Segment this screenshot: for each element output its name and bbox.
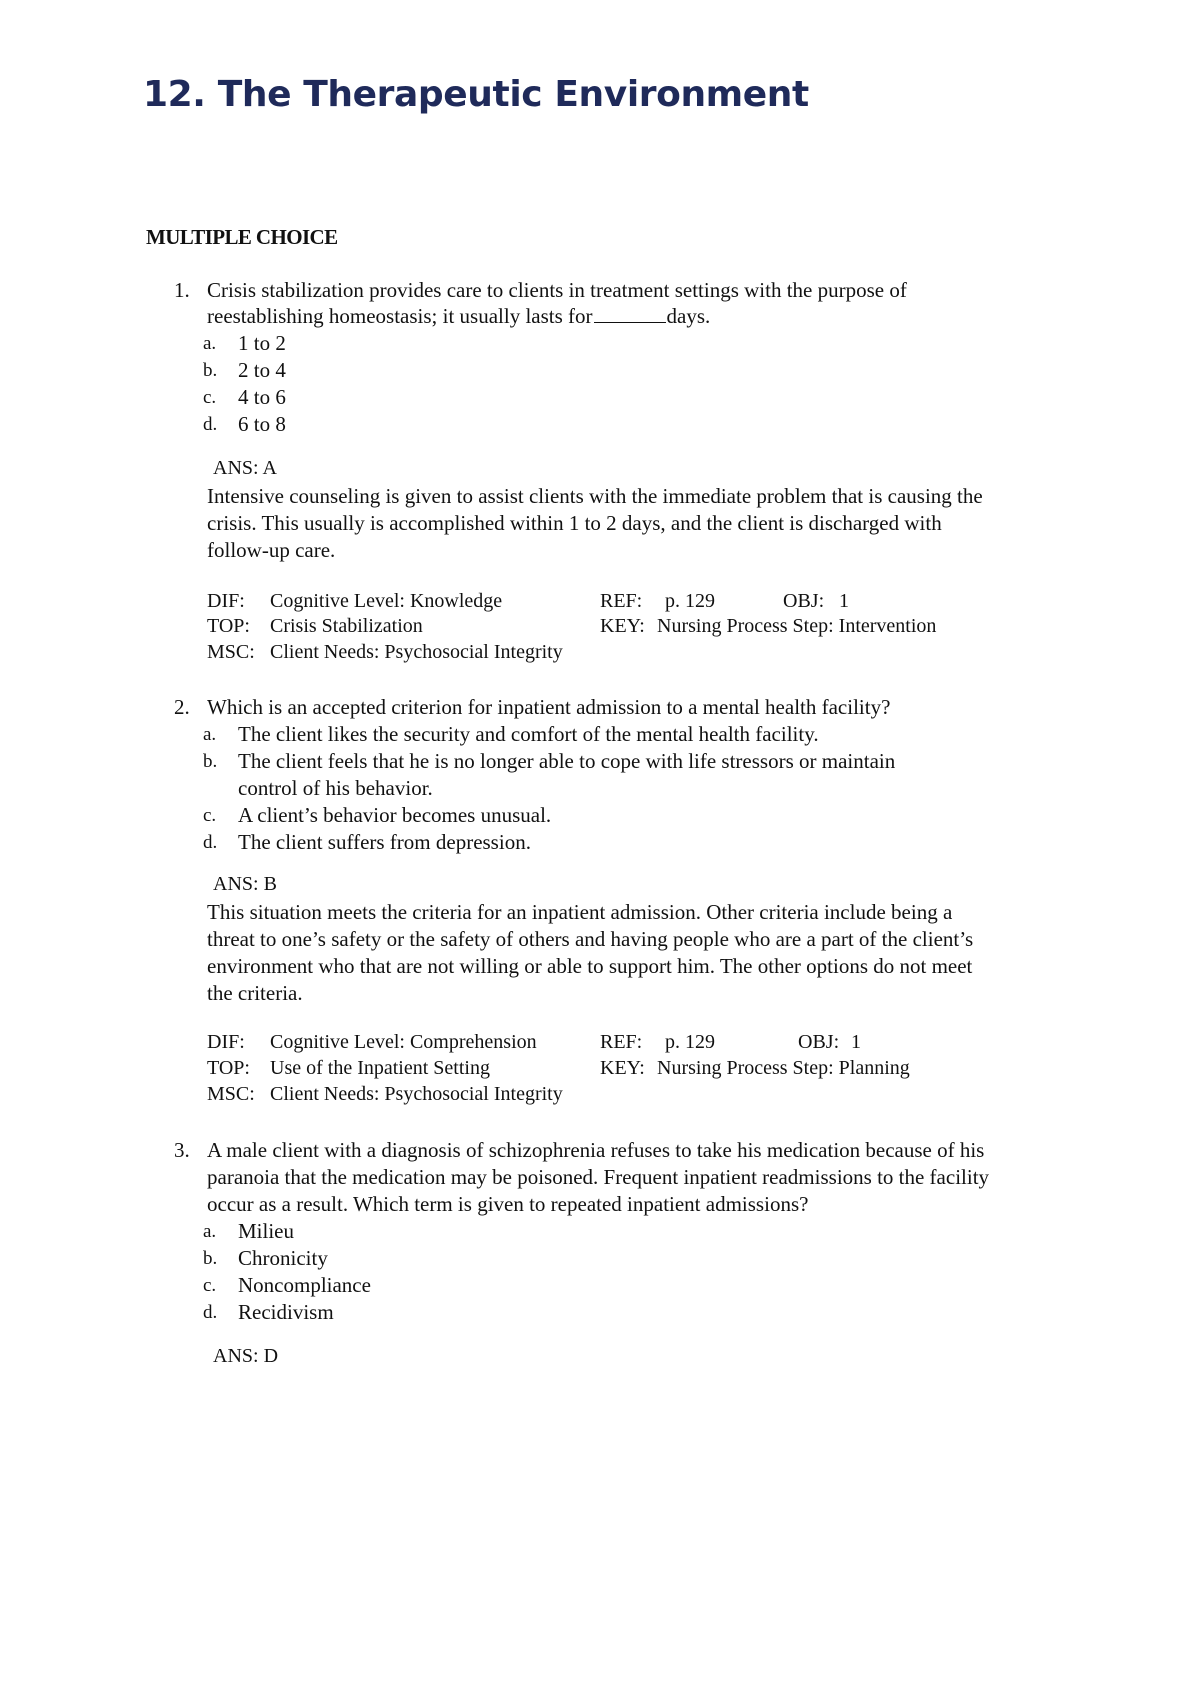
top-value: Crisis Stabilization xyxy=(270,615,423,637)
option-letter: a. xyxy=(203,724,217,745)
rationale-line: the criteria. xyxy=(207,981,303,1005)
dif-label: DIF: xyxy=(207,590,245,612)
option-text: 6 to 8 xyxy=(238,412,286,436)
option-letter: c. xyxy=(203,805,217,826)
top-label: TOP: xyxy=(207,1057,250,1079)
section-heading: MULTIPLE CHOICE xyxy=(146,225,338,249)
question-stem-line: A male client with a diagnosis of schizophrenia refuses to take his medication because of his xyxy=(207,1138,985,1162)
rationale-line: crisis. This usually is accomplished within 1 to 2 days, and the client is discharged with xyxy=(207,511,942,535)
answer-key: ANS: A xyxy=(213,457,277,479)
obj-label: OBJ: xyxy=(798,1031,840,1053)
option-letter: b. xyxy=(203,360,218,381)
top-value: Use of the Inpatient Setting xyxy=(270,1057,490,1079)
dif-value: Cognitive Level: Knowledge xyxy=(270,590,503,612)
msc-value: Client Needs: Psychosocial Integrity xyxy=(270,641,563,663)
answer-key: ANS: D xyxy=(213,1345,279,1367)
option-letter: c. xyxy=(203,387,217,408)
answer-key: ANS: B xyxy=(213,873,277,895)
obj-value: 1 xyxy=(851,1031,861,1053)
ref-label: REF: xyxy=(600,1031,643,1053)
ref-value: p. 129 xyxy=(665,1031,715,1053)
rationale-line: environment who that are not willing or able to support him. The other options do not meet xyxy=(207,954,973,978)
option-letter: d. xyxy=(203,1302,218,1323)
question-stem-line: occur as a result. Which term is given to repeated inpatient admissions? xyxy=(207,1192,809,1216)
key-label: KEY: xyxy=(600,1057,645,1079)
question-number: 2. xyxy=(174,695,190,719)
key-label: KEY: xyxy=(600,615,645,637)
chapter-title: 12. The Therapeutic Environment xyxy=(143,74,809,115)
question-stem-line: paranoia that the medication may be poisoned. Frequent inpatient readmissions to the facility xyxy=(207,1165,990,1189)
option-text: The client suffers from depression. xyxy=(238,830,531,854)
option-letter: b. xyxy=(203,1248,218,1269)
option-text: 2 to 4 xyxy=(238,358,286,382)
msc-label: MSC: xyxy=(207,641,255,663)
option-text: Noncompliance xyxy=(238,1273,371,1297)
key-value: Nursing Process Step: Planning xyxy=(657,1057,910,1079)
option-letter: a. xyxy=(203,1221,217,1242)
answer-blank xyxy=(594,321,666,323)
question-stem-line: reestablishing homeostasis; it usually lasts for days. xyxy=(207,304,711,328)
question-number: 3. xyxy=(174,1138,190,1162)
option-letter: d. xyxy=(203,832,218,853)
option-text: 1 to 2 xyxy=(238,331,286,355)
dif-value: Cognitive Level: Comprehension xyxy=(270,1031,537,1053)
dif-label: DIF: xyxy=(207,1031,245,1053)
rationale-line: This situation meets the criteria for an inpatient admission. Other criteria include being a xyxy=(207,900,953,924)
msc-label: MSC: xyxy=(207,1083,255,1105)
option-text: The client feels that he is no longer able to cope with life stressors or maintain xyxy=(238,749,896,773)
question-number: 1. xyxy=(174,278,190,302)
ref-label: REF: xyxy=(600,590,643,612)
rationale-line: threat to one’s safety or the safety of others and having people who are a part of the client’s xyxy=(207,927,974,951)
option-letter: c. xyxy=(203,1275,217,1296)
top-label: TOP: xyxy=(207,615,250,637)
option-text-continued: control of his behavior. xyxy=(238,776,433,800)
rationale-line: Intensive counseling is given to assist clients with the immediate problem that is causing the xyxy=(207,484,983,508)
key-value: Nursing Process Step: Intervention xyxy=(657,615,937,637)
option-text: Milieu xyxy=(238,1219,294,1243)
option-letter: a. xyxy=(203,333,217,354)
option-letter: b. xyxy=(203,751,218,772)
msc-value: Client Needs: Psychosocial Integrity xyxy=(270,1083,563,1105)
option-text: Recidivism xyxy=(238,1300,334,1324)
option-text: A client’s behavior becomes unusual. xyxy=(238,803,552,827)
question-stem-line: Which is an accepted criterion for inpatient admission to a mental health facility? xyxy=(207,695,891,719)
option-text: The client likes the security and comfort of the mental health facility. xyxy=(238,722,819,746)
option-letter: d. xyxy=(203,414,218,435)
option-text: Chronicity xyxy=(238,1246,328,1270)
option-text: 4 to 6 xyxy=(238,385,286,409)
rationale-line: follow-up care. xyxy=(207,538,336,562)
question-stem-line: Crisis stabilization provides care to clients in treatment settings with the purpose of xyxy=(207,278,907,302)
obj-label: OBJ: xyxy=(783,590,825,612)
obj-value: 1 xyxy=(839,590,849,612)
ref-value: p. 129 xyxy=(665,590,715,612)
